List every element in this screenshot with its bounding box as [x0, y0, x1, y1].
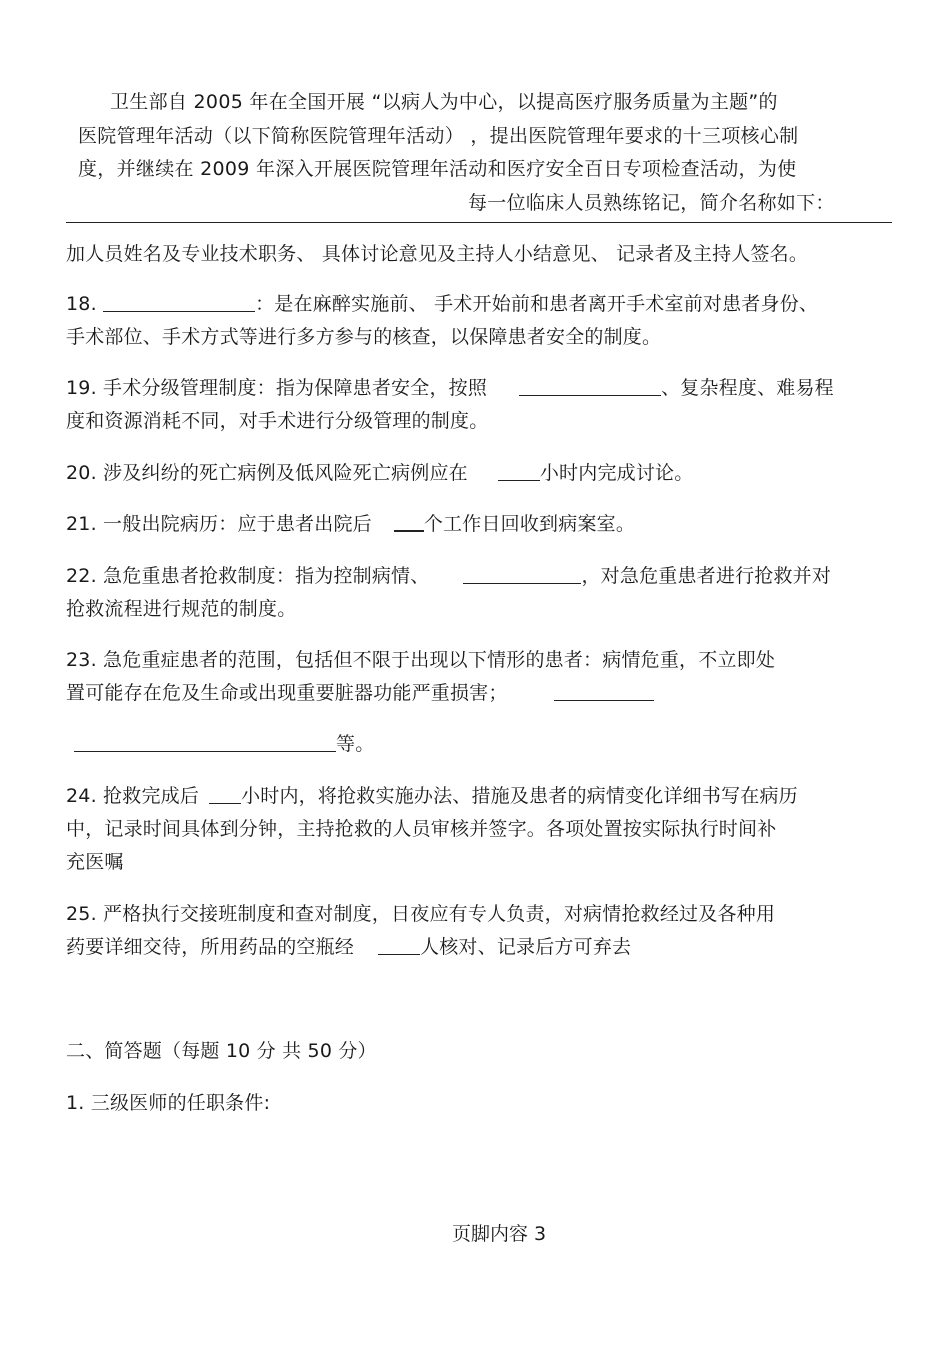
q24-text-1: 24. 抢救完成后	[66, 785, 200, 807]
q24-line-3: 充医嘱	[66, 851, 124, 873]
q23-line-2: 置可能存在危及生命或出现重要脏器功能严重损害；	[66, 682, 508, 704]
question-23	[66, 644, 896, 710]
question-22	[66, 560, 896, 626]
q20-text-1: 20. 涉及纠纷的死亡病例及低风险死亡病例应在	[66, 462, 468, 484]
q25-line-1: 25. 严格执行交接班制度和查对制度，日夜应有专人负责，对病情抢救经过及各种用	[66, 903, 776, 925]
q19-text-2: 、复杂程度、难易程	[661, 377, 834, 399]
header-divider	[66, 222, 892, 223]
q23-line-1: 23. 急危重症患者的范围，包括但不限于出现以下情形的患者：病情危重，不立即处	[66, 649, 776, 671]
question-20	[66, 457, 896, 490]
continuation-line: 加人员姓名及专业技术职务、 具体讨论意见及主持人小结意见、 记录者及主持人签名。	[66, 243, 809, 265]
question-21	[66, 508, 896, 541]
section-2-question-1: 1. 三级医师的任职条件:	[66, 1092, 271, 1114]
header-line-1: 卫生部自 2005 年在全国开展 “以病人为中心，以提高医疗服务质量为主题”的	[110, 91, 778, 113]
q21-blank	[394, 510, 424, 532]
q24-line-2: 中，记录时间具体到分钟，主持抢救的人员审核并签字。各项处置按实际执行时间补	[66, 818, 777, 840]
q19-text-1: 19. 手术分级管理制度：指为保障患者安全，按照	[66, 377, 488, 399]
q22-blank	[463, 563, 581, 584]
question-24	[66, 780, 896, 879]
header-line-2: 医院管理年活动（以下简称医院管理年活动） ，提出医院管理年要求的十三项核心制	[78, 125, 799, 147]
header-line-4: 每一位临床人员熟练铭记，简介名称如下：	[468, 192, 835, 214]
question-19	[66, 372, 896, 438]
q19-blank	[519, 375, 661, 396]
q18-text: ：是在麻醉实施前、 手术开始前和患者离开手术室前对患者身份、	[255, 293, 819, 315]
q22-text-2: ，对急危重患者进行抢救并对	[581, 565, 832, 587]
q25-text-1: 药要详细交待，所用药品的空瓶经	[66, 936, 355, 958]
q20-blank	[498, 460, 540, 481]
q18-blank	[103, 291, 255, 312]
q21-text-1: 21. 一般出院病历：应于患者出院后	[66, 513, 372, 535]
q18-number: 18.	[66, 293, 104, 315]
q20-text-2: 小时内完成讨论。	[539, 462, 694, 484]
question-25	[66, 898, 896, 964]
q23-tail: 等。	[336, 733, 375, 755]
q25-text-2: 人核对、记录后方可弃去	[420, 936, 632, 958]
q22-text-1: 22. 急危重患者抢救制度：指为控制病情、	[66, 565, 430, 587]
q25-blank	[378, 934, 420, 955]
q23-line-3	[66, 728, 896, 761]
q18-line-2: 手术部位、手术方式等进行多方参与的核查，以保障患者安全的制度。	[66, 326, 662, 348]
q21-text-2: 个工作日回收到病案室。	[423, 513, 636, 535]
question-18	[66, 288, 896, 354]
q19-line-2: 度和资源消耗不同，对手术进行分级管理的制度。	[66, 410, 489, 432]
q23-blank-1	[554, 680, 654, 701]
page-footer: 页脚内容 3	[452, 1223, 547, 1245]
q23-blank-2	[74, 731, 336, 752]
q22-line-2: 抢救流程进行规范的制度。	[66, 598, 297, 620]
header-line-3: 度，并继续在 2009 年深入开展医院管理年活动和医疗安全百日专项检查活动，为使	[78, 158, 797, 180]
q24-blank	[209, 783, 241, 804]
q24-text-2: 小时内，将抢救实施办法、措施及患者的病情变化详细书写在病历	[241, 785, 798, 807]
section-2-title: 二、简答题（每题 10 分 共 50 分）	[66, 1040, 377, 1062]
